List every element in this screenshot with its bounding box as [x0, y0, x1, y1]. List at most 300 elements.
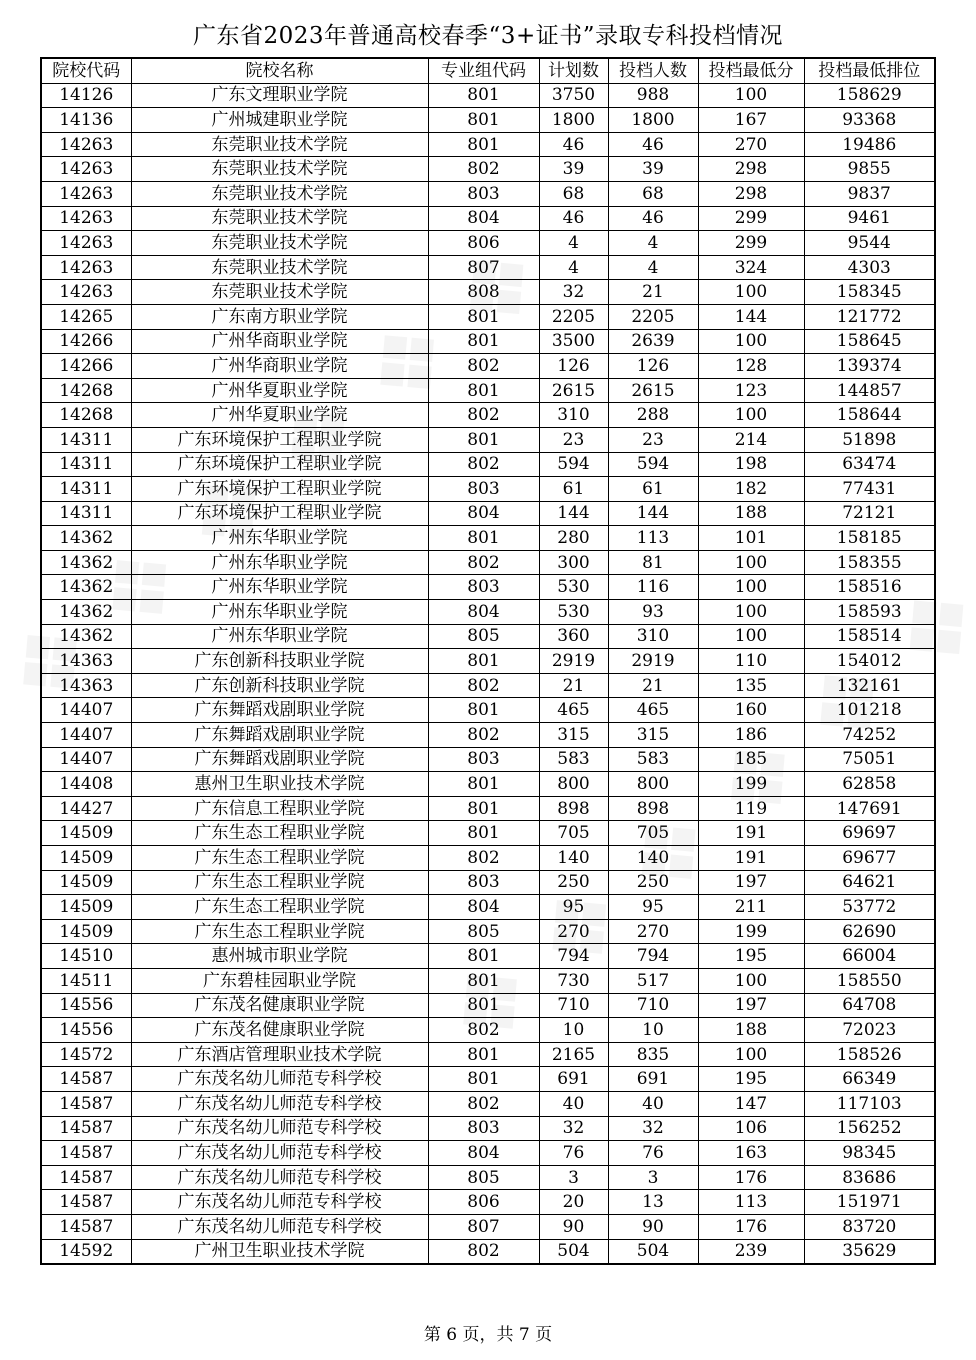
cell-min-rank: 158516: [804, 575, 935, 600]
cell-group-code: 803: [428, 870, 539, 895]
cell-group-code: 805: [428, 624, 539, 649]
cell-group-code: 801: [428, 132, 539, 157]
cell-school-code: 14427: [41, 796, 131, 821]
table-row: [41, 1018, 935, 1043]
cell-plan-count: 90: [539, 1214, 608, 1239]
cell-min-rank: 9837: [804, 181, 935, 206]
table-row: [41, 157, 935, 182]
table-row: [41, 1116, 935, 1141]
cell-min-score: 186: [698, 723, 804, 748]
cell-min-score: 198: [698, 452, 804, 477]
table-row: [41, 1165, 935, 1190]
admission-table: [40, 57, 936, 1265]
cell-group-code: 802: [428, 452, 539, 477]
header-school-code: 院校代码: [41, 58, 131, 83]
cell-school-code: 14311: [41, 501, 131, 526]
cell-group-code: 801: [428, 83, 539, 108]
cell-admitted-count: 1800: [608, 108, 698, 133]
cell-school-code: 14509: [41, 846, 131, 871]
cell-min-rank: 158550: [804, 968, 935, 993]
cell-admitted-count: 95: [608, 895, 698, 920]
header-school-name: 院校名称: [131, 58, 428, 83]
cell-school-code: 14362: [41, 600, 131, 625]
cell-min-score: 100: [698, 280, 804, 305]
cell-school-code: 14311: [41, 477, 131, 502]
cell-school-name: 广东环境保护工程职业学院: [131, 477, 428, 502]
cell-plan-count: 794: [539, 944, 608, 969]
table-row: [41, 600, 935, 625]
table-row: [41, 427, 935, 452]
cell-min-rank: 51898: [804, 427, 935, 452]
cell-admitted-count: 2919: [608, 649, 698, 674]
table-row: [41, 1141, 935, 1166]
table-row: [41, 1091, 935, 1116]
cell-min-score: 270: [698, 132, 804, 157]
cell-school-code: 14263: [41, 231, 131, 256]
cell-group-code: 801: [428, 1042, 539, 1067]
cell-min-rank: 151971: [804, 1190, 935, 1215]
cell-admitted-count: 988: [608, 83, 698, 108]
cell-min-rank: 98345: [804, 1141, 935, 1166]
cell-admitted-count: 3: [608, 1165, 698, 1190]
cell-school-name: 惠州卫生职业技术学院: [131, 772, 428, 797]
table-row: [41, 452, 935, 477]
cell-min-rank: 72023: [804, 1018, 935, 1043]
cell-school-code: 14592: [41, 1239, 131, 1264]
cell-plan-count: 76: [539, 1141, 608, 1166]
cell-min-rank: 83686: [804, 1165, 935, 1190]
table-row: [41, 108, 935, 133]
cell-plan-count: 898: [539, 796, 608, 821]
cell-school-name: 广东生态工程职业学院: [131, 919, 428, 944]
cell-min-score: 176: [698, 1165, 804, 1190]
cell-min-rank: 132161: [804, 673, 935, 698]
table-row: [41, 304, 935, 329]
cell-min-rank: 77431: [804, 477, 935, 502]
cell-min-score: 182: [698, 477, 804, 502]
cell-school-name: 广东舞蹈戏剧职业学院: [131, 698, 428, 723]
cell-plan-count: 270: [539, 919, 608, 944]
cell-min-score: 123: [698, 378, 804, 403]
cell-min-rank: 158514: [804, 624, 935, 649]
cell-min-score: 197: [698, 993, 804, 1018]
cell-admitted-count: 93: [608, 600, 698, 625]
cell-plan-count: 530: [539, 575, 608, 600]
table-row: [41, 895, 935, 920]
table-header-row: [41, 58, 935, 83]
cell-min-rank: 35629: [804, 1239, 935, 1264]
cell-min-score: 199: [698, 919, 804, 944]
cell-admitted-count: 800: [608, 772, 698, 797]
cell-group-code: 801: [428, 944, 539, 969]
table-row: [41, 944, 935, 969]
cell-school-name: 广州东华职业学院: [131, 550, 428, 575]
cell-school-name: 广州华商职业学院: [131, 329, 428, 354]
cell-min-score: 101: [698, 526, 804, 551]
cell-min-score: 106: [698, 1116, 804, 1141]
cell-admitted-count: 465: [608, 698, 698, 723]
cell-plan-count: 530: [539, 600, 608, 625]
table-row: [41, 526, 935, 551]
cell-group-code: 803: [428, 181, 539, 206]
cell-min-rank: 72121: [804, 501, 935, 526]
cell-school-name: 广东茂名幼儿师范专科学校: [131, 1165, 428, 1190]
cell-min-rank: 62858: [804, 772, 935, 797]
cell-school-name: 广东生态工程职业学院: [131, 846, 428, 871]
cell-plan-count: 32: [539, 1116, 608, 1141]
cell-min-score: 214: [698, 427, 804, 452]
cell-school-code: 14509: [41, 895, 131, 920]
table-row: [41, 723, 935, 748]
cell-min-score: 100: [698, 1042, 804, 1067]
cell-plan-count: 3500: [539, 329, 608, 354]
cell-min-rank: 64708: [804, 993, 935, 1018]
cell-plan-count: 2615: [539, 378, 608, 403]
cell-admitted-count: 315: [608, 723, 698, 748]
cell-school-name: 广东舞蹈戏剧职业学院: [131, 723, 428, 748]
cell-min-rank: 101218: [804, 698, 935, 723]
cell-admitted-count: 504: [608, 1239, 698, 1264]
table-row: [41, 354, 935, 379]
cell-school-code: 14587: [41, 1116, 131, 1141]
cell-plan-count: 68: [539, 181, 608, 206]
cell-min-rank: 19486: [804, 132, 935, 157]
cell-min-score: 100: [698, 600, 804, 625]
cell-admitted-count: 144: [608, 501, 698, 526]
cell-school-code: 14362: [41, 575, 131, 600]
cell-min-rank: 154012: [804, 649, 935, 674]
cell-min-score: 119: [698, 796, 804, 821]
table-row: [41, 83, 935, 108]
cell-min-score: 147: [698, 1091, 804, 1116]
cell-min-score: 163: [698, 1141, 804, 1166]
cell-admitted-count: 21: [608, 673, 698, 698]
table-row: [41, 919, 935, 944]
cell-admitted-count: 32: [608, 1116, 698, 1141]
table-row: [41, 181, 935, 206]
cell-admitted-count: 76: [608, 1141, 698, 1166]
cell-group-code: 802: [428, 1018, 539, 1043]
table-row: [41, 501, 935, 526]
cell-school-code: 14311: [41, 452, 131, 477]
cell-group-code: 802: [428, 354, 539, 379]
table-row: [41, 870, 935, 895]
cell-admitted-count: 270: [608, 919, 698, 944]
cell-group-code: 801: [428, 993, 539, 1018]
cell-min-rank: 139374: [804, 354, 935, 379]
cell-plan-count: 3: [539, 1165, 608, 1190]
table-row: [41, 993, 935, 1018]
cell-group-code: 801: [428, 108, 539, 133]
cell-min-rank: 4303: [804, 255, 935, 280]
cell-admitted-count: 10: [608, 1018, 698, 1043]
cell-plan-count: 140: [539, 846, 608, 871]
cell-min-score: 100: [698, 550, 804, 575]
cell-school-code: 14407: [41, 723, 131, 748]
cell-min-rank: 66004: [804, 944, 935, 969]
cell-school-code: 14407: [41, 747, 131, 772]
cell-min-score: 100: [698, 83, 804, 108]
table-row: [41, 1190, 935, 1215]
header-group-code: 专业组代码: [428, 58, 539, 83]
cell-admitted-count: 288: [608, 403, 698, 428]
header-admitted-count: 投档人数: [608, 58, 698, 83]
cell-min-rank: 9544: [804, 231, 935, 256]
cell-min-rank: 83720: [804, 1214, 935, 1239]
cell-school-name: 广东环境保护工程职业学院: [131, 452, 428, 477]
table-row: [41, 378, 935, 403]
cell-plan-count: 691: [539, 1067, 608, 1092]
cell-school-code: 14263: [41, 280, 131, 305]
table-row: [41, 575, 935, 600]
cell-school-name: 广州华商职业学院: [131, 354, 428, 379]
cell-min-score: 100: [698, 968, 804, 993]
cell-school-name: 广东文理职业学院: [131, 83, 428, 108]
cell-admitted-count: 4: [608, 255, 698, 280]
cell-admitted-count: 40: [608, 1091, 698, 1116]
cell-group-code: 802: [428, 723, 539, 748]
cell-admitted-count: 310: [608, 624, 698, 649]
cell-min-score: 195: [698, 1067, 804, 1092]
cell-admitted-count: 81: [608, 550, 698, 575]
cell-group-code: 803: [428, 1116, 539, 1141]
cell-min-rank: 62690: [804, 919, 935, 944]
cell-admitted-count: 68: [608, 181, 698, 206]
cell-admitted-count: 46: [608, 132, 698, 157]
cell-group-code: 801: [428, 427, 539, 452]
cell-school-name: 东莞职业技术学院: [131, 181, 428, 206]
cell-admitted-count: 23: [608, 427, 698, 452]
cell-min-score: 195: [698, 944, 804, 969]
cell-school-code: 14511: [41, 968, 131, 993]
cell-min-score: 100: [698, 575, 804, 600]
cell-min-rank: 158593: [804, 600, 935, 625]
cell-plan-count: 2205: [539, 304, 608, 329]
cell-plan-count: 10: [539, 1018, 608, 1043]
cell-min-score: 191: [698, 821, 804, 846]
cell-school-code: 14363: [41, 649, 131, 674]
table-row: [41, 1042, 935, 1067]
table-row: [41, 280, 935, 305]
cell-min-rank: 66349: [804, 1067, 935, 1092]
cell-school-code: 14311: [41, 427, 131, 452]
cell-group-code: 805: [428, 919, 539, 944]
cell-group-code: 801: [428, 378, 539, 403]
cell-min-score: 298: [698, 157, 804, 182]
table-row: [41, 1067, 935, 1092]
cell-plan-count: 21: [539, 673, 608, 698]
cell-plan-count: 504: [539, 1239, 608, 1264]
cell-group-code: 806: [428, 1190, 539, 1215]
cell-school-code: 14263: [41, 132, 131, 157]
table-row: [41, 821, 935, 846]
cell-admitted-count: 898: [608, 796, 698, 821]
cell-min-score: 113: [698, 1190, 804, 1215]
cell-admitted-count: 126: [608, 354, 698, 379]
cell-min-rank: 158629: [804, 83, 935, 108]
cell-school-name: 广州卫生职业技术学院: [131, 1239, 428, 1264]
cell-school-name: 广州东华职业学院: [131, 624, 428, 649]
cell-school-name: 广东生态工程职业学院: [131, 895, 428, 920]
cell-admitted-count: 794: [608, 944, 698, 969]
cell-school-code: 14266: [41, 354, 131, 379]
cell-group-code: 808: [428, 280, 539, 305]
cell-min-rank: 9461: [804, 206, 935, 231]
cell-group-code: 805: [428, 1165, 539, 1190]
cell-admitted-count: 691: [608, 1067, 698, 1092]
table-row: [41, 132, 935, 157]
cell-min-rank: 158645: [804, 329, 935, 354]
cell-school-code: 14362: [41, 624, 131, 649]
cell-school-name: 广东生态工程职业学院: [131, 821, 428, 846]
table-row: [41, 673, 935, 698]
cell-school-code: 14407: [41, 698, 131, 723]
cell-group-code: 807: [428, 1214, 539, 1239]
cell-min-score: 135: [698, 673, 804, 698]
page-title: 广东省2023年普通高校春季“3+证书”录取专科投档情况: [193, 23, 783, 49]
cell-admitted-count: 13: [608, 1190, 698, 1215]
table-row: [41, 1214, 935, 1239]
cell-group-code: 802: [428, 1239, 539, 1264]
cell-school-name: 广东茂名健康职业学院: [131, 1018, 428, 1043]
table-row: [41, 477, 935, 502]
cell-min-score: 176: [698, 1214, 804, 1239]
cell-min-score: 211: [698, 895, 804, 920]
cell-admitted-count: 61: [608, 477, 698, 502]
cell-school-name: 广州东华职业学院: [131, 600, 428, 625]
cell-admitted-count: 2639: [608, 329, 698, 354]
cell-school-name: 惠州城市职业学院: [131, 944, 428, 969]
cell-school-name: 东莞职业技术学院: [131, 255, 428, 280]
cell-group-code: 804: [428, 206, 539, 231]
table-row: [41, 231, 935, 256]
cell-min-rank: 121772: [804, 304, 935, 329]
cell-min-rank: 117103: [804, 1091, 935, 1116]
cell-admitted-count: 594: [608, 452, 698, 477]
cell-group-code: 801: [428, 329, 539, 354]
cell-plan-count: 705: [539, 821, 608, 846]
cell-school-code: 14572: [41, 1042, 131, 1067]
cell-school-name: 东莞职业技术学院: [131, 132, 428, 157]
cell-plan-count: 95: [539, 895, 608, 920]
cell-group-code: 801: [428, 821, 539, 846]
cell-school-name: 广东茂名幼儿师范专科学校: [131, 1091, 428, 1116]
cell-group-code: 803: [428, 575, 539, 600]
table-row: [41, 649, 935, 674]
cell-group-code: 804: [428, 501, 539, 526]
table-row: [41, 1239, 935, 1264]
cell-plan-count: 315: [539, 723, 608, 748]
cell-school-code: 14268: [41, 403, 131, 428]
cell-group-code: 801: [428, 772, 539, 797]
header-plan-count: 计划数: [539, 58, 608, 83]
cell-group-code: 801: [428, 698, 539, 723]
cell-school-name: 东莞职业技术学院: [131, 280, 428, 305]
cell-plan-count: 2919: [539, 649, 608, 674]
cell-min-rank: 93368: [804, 108, 935, 133]
cell-group-code: 801: [428, 796, 539, 821]
cell-admitted-count: 710: [608, 993, 698, 1018]
cell-min-score: 188: [698, 501, 804, 526]
cell-plan-count: 23: [539, 427, 608, 452]
cell-school-code: 14587: [41, 1165, 131, 1190]
cell-min-score: 167: [698, 108, 804, 133]
cell-admitted-count: 113: [608, 526, 698, 551]
cell-admitted-count: 2205: [608, 304, 698, 329]
cell-admitted-count: 2615: [608, 378, 698, 403]
cell-school-code: 14126: [41, 83, 131, 108]
cell-school-code: 14587: [41, 1190, 131, 1215]
cell-school-code: 14509: [41, 870, 131, 895]
cell-school-code: 14509: [41, 821, 131, 846]
cell-group-code: 804: [428, 1141, 539, 1166]
table-row: [41, 624, 935, 649]
cell-school-code: 14587: [41, 1214, 131, 1239]
cell-min-rank: 158185: [804, 526, 935, 551]
cell-school-code: 14509: [41, 919, 131, 944]
cell-plan-count: 144: [539, 501, 608, 526]
cell-plan-count: 310: [539, 403, 608, 428]
table-row: [41, 796, 935, 821]
cell-admitted-count: 517: [608, 968, 698, 993]
cell-min-rank: 158526: [804, 1042, 935, 1067]
table-row: [41, 772, 935, 797]
table-row: [41, 329, 935, 354]
cell-admitted-count: 250: [608, 870, 698, 895]
cell-min-rank: 75051: [804, 747, 935, 772]
cell-school-code: 14263: [41, 157, 131, 182]
cell-school-name: 广州华夏职业学院: [131, 378, 428, 403]
cell-school-code: 14266: [41, 329, 131, 354]
cell-min-rank: 53772: [804, 895, 935, 920]
cell-min-score: 188: [698, 1018, 804, 1043]
cell-group-code: 801: [428, 1067, 539, 1092]
cell-min-rank: 69677: [804, 846, 935, 871]
cell-group-code: 806: [428, 231, 539, 256]
table-row: [41, 550, 935, 575]
cell-group-code: 802: [428, 846, 539, 871]
cell-min-score: 128: [698, 354, 804, 379]
cell-plan-count: 710: [539, 993, 608, 1018]
cell-min-score: 197: [698, 870, 804, 895]
cell-plan-count: 1800: [539, 108, 608, 133]
page-footer: 第 6 页，共 7 页: [423, 1325, 553, 1345]
cell-school-name: 广东环境保护工程职业学院: [131, 501, 428, 526]
cell-school-code: 14136: [41, 108, 131, 133]
header-min-score: 投档最低分: [698, 58, 804, 83]
cell-school-code: 14263: [41, 255, 131, 280]
cell-plan-count: 32: [539, 280, 608, 305]
cell-min-rank: 9855: [804, 157, 935, 182]
cell-school-name: 广东创新科技职业学院: [131, 649, 428, 674]
cell-school-name: 广州东华职业学院: [131, 575, 428, 600]
cell-school-code: 14408: [41, 772, 131, 797]
cell-school-name: 东莞职业技术学院: [131, 206, 428, 231]
cell-school-code: 14263: [41, 206, 131, 231]
cell-plan-count: 2165: [539, 1042, 608, 1067]
cell-min-rank: 69697: [804, 821, 935, 846]
cell-min-rank: 158644: [804, 403, 935, 428]
cell-school-name: 东莞职业技术学院: [131, 231, 428, 256]
cell-school-name: 广东舞蹈戏剧职业学院: [131, 747, 428, 772]
cell-school-name: 广东茂名幼儿师范专科学校: [131, 1214, 428, 1239]
cell-school-code: 14362: [41, 550, 131, 575]
cell-min-score: 185: [698, 747, 804, 772]
cell-min-rank: 158355: [804, 550, 935, 575]
cell-group-code: 801: [428, 649, 539, 674]
cell-school-code: 14556: [41, 993, 131, 1018]
cell-group-code: 801: [428, 968, 539, 993]
